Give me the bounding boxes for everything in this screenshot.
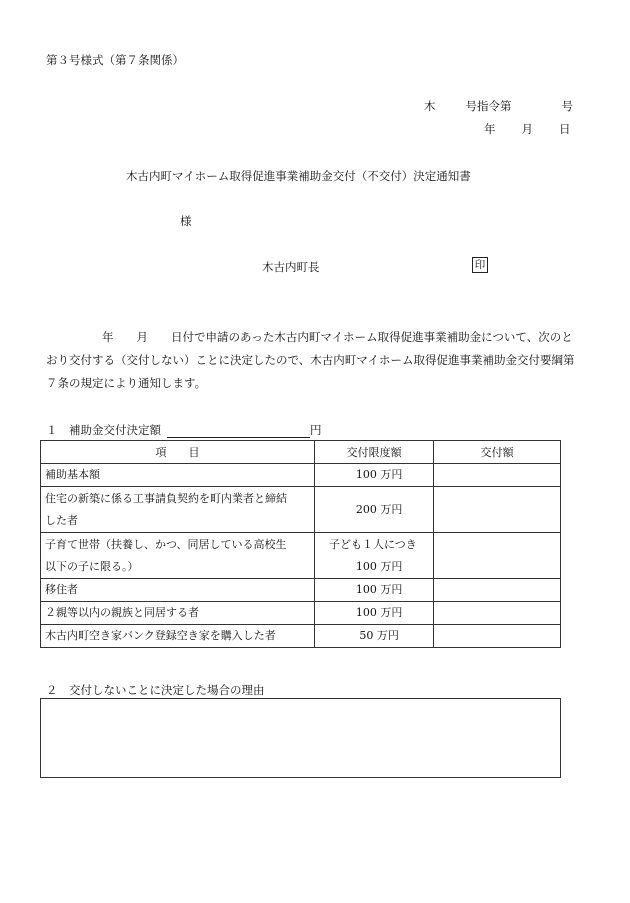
row-item-text: 木古内町空き家バンク登録空き家を購入した者 <box>45 629 276 642</box>
ref-prefix: 木 <box>424 99 436 113</box>
row-item-text: した者 <box>45 513 78 527</box>
row-item-text: 住宅の新築に係る工事請負契約を町内業者と締結 <box>45 491 287 505</box>
form-label: 第３号様式（第７条関係） <box>46 53 184 67</box>
row-limit-text: 子ども１人につき <box>329 537 417 551</box>
body-line: ７条の規定により通知します。 <box>46 376 207 390</box>
subsidy-table <box>40 440 561 648</box>
reference-number <box>424 98 573 114</box>
body-line: おり交付する（交付しない）ことに決定したので、木古内町マイホーム取得促進事業補助金交付要綱第 <box>46 353 575 367</box>
table-row <box>41 464 561 487</box>
table-row <box>41 579 561 602</box>
row-item <box>41 487 315 533</box>
row-item <box>41 464 315 487</box>
row-limit-text: 100 万円 <box>355 559 403 573</box>
document-title: 木古内町マイホーム取得促進事業補助金交付（不交付）決定通知書 <box>126 169 471 183</box>
row-limit-text: 100 万円 <box>355 583 403 596</box>
header-amount: 交付額 <box>434 441 561 464</box>
row-item <box>41 625 315 648</box>
row-limit-text: 50 万円 <box>359 629 399 642</box>
row-amount[interactable] <box>434 625 561 648</box>
table-row <box>41 625 561 648</box>
table-row <box>41 487 561 533</box>
amount-unit: 円 <box>310 423 322 437</box>
ref-suffix: 号 <box>561 99 573 113</box>
ref-middle: 号指令第 <box>465 99 512 113</box>
date-day: 日 <box>559 122 571 136</box>
row-amount[interactable] <box>434 487 561 533</box>
date-year: 年 <box>484 122 496 136</box>
table-row <box>41 533 561 579</box>
addressee: 様 <box>180 214 192 228</box>
amount-blank-line <box>167 425 310 438</box>
row-limit <box>315 487 434 533</box>
body-paragraph <box>46 326 575 395</box>
table-header-row <box>41 441 561 464</box>
row-item-text: 子育て世帯（扶養し、かつ、同居している高校生 <box>45 537 287 551</box>
issuer-name: 木古内町長 <box>262 260 320 274</box>
issue-date <box>484 121 571 137</box>
header-item: 項 目 <box>41 441 315 464</box>
row-item-text: 以下の子に限る。） <box>45 559 139 573</box>
row-limit-text: 200 万円 <box>355 502 403 516</box>
body-line: 年 月 日付で申請のあった木古内町マイホーム取得促進事業補助金について、次のと <box>102 330 573 344</box>
row-limit <box>315 533 434 579</box>
row-amount[interactable] <box>434 533 561 579</box>
row-limit-text: 100 万円 <box>355 606 403 619</box>
section2-heading: ２ 交付しないことに決定した場合の理由 <box>46 683 265 697</box>
date-month: 月 <box>521 122 533 136</box>
table-row <box>41 602 561 625</box>
row-item <box>41 602 315 625</box>
row-limit <box>315 602 434 625</box>
row-limit-text: 100 万円 <box>355 468 403 481</box>
row-item-text: 補助基本額 <box>45 468 100 481</box>
row-item <box>41 533 315 579</box>
header-limit: 交付限度額 <box>315 441 434 464</box>
row-item-text: ２親等以内の親族と同居する者 <box>45 606 199 619</box>
row-limit <box>315 464 434 487</box>
reason-box[interactable] <box>40 698 561 778</box>
row-limit <box>315 579 434 602</box>
row-item-text: 移住者 <box>45 583 78 596</box>
row-amount[interactable] <box>434 464 561 487</box>
section1-title: １ 補助金交付決定額 <box>46 423 161 437</box>
row-limit <box>315 625 434 648</box>
seal-stamp: 印 <box>472 257 488 273</box>
row-item <box>41 579 315 602</box>
row-amount[interactable] <box>434 602 561 625</box>
row-amount[interactable] <box>434 579 561 602</box>
section1-heading <box>46 422 322 438</box>
